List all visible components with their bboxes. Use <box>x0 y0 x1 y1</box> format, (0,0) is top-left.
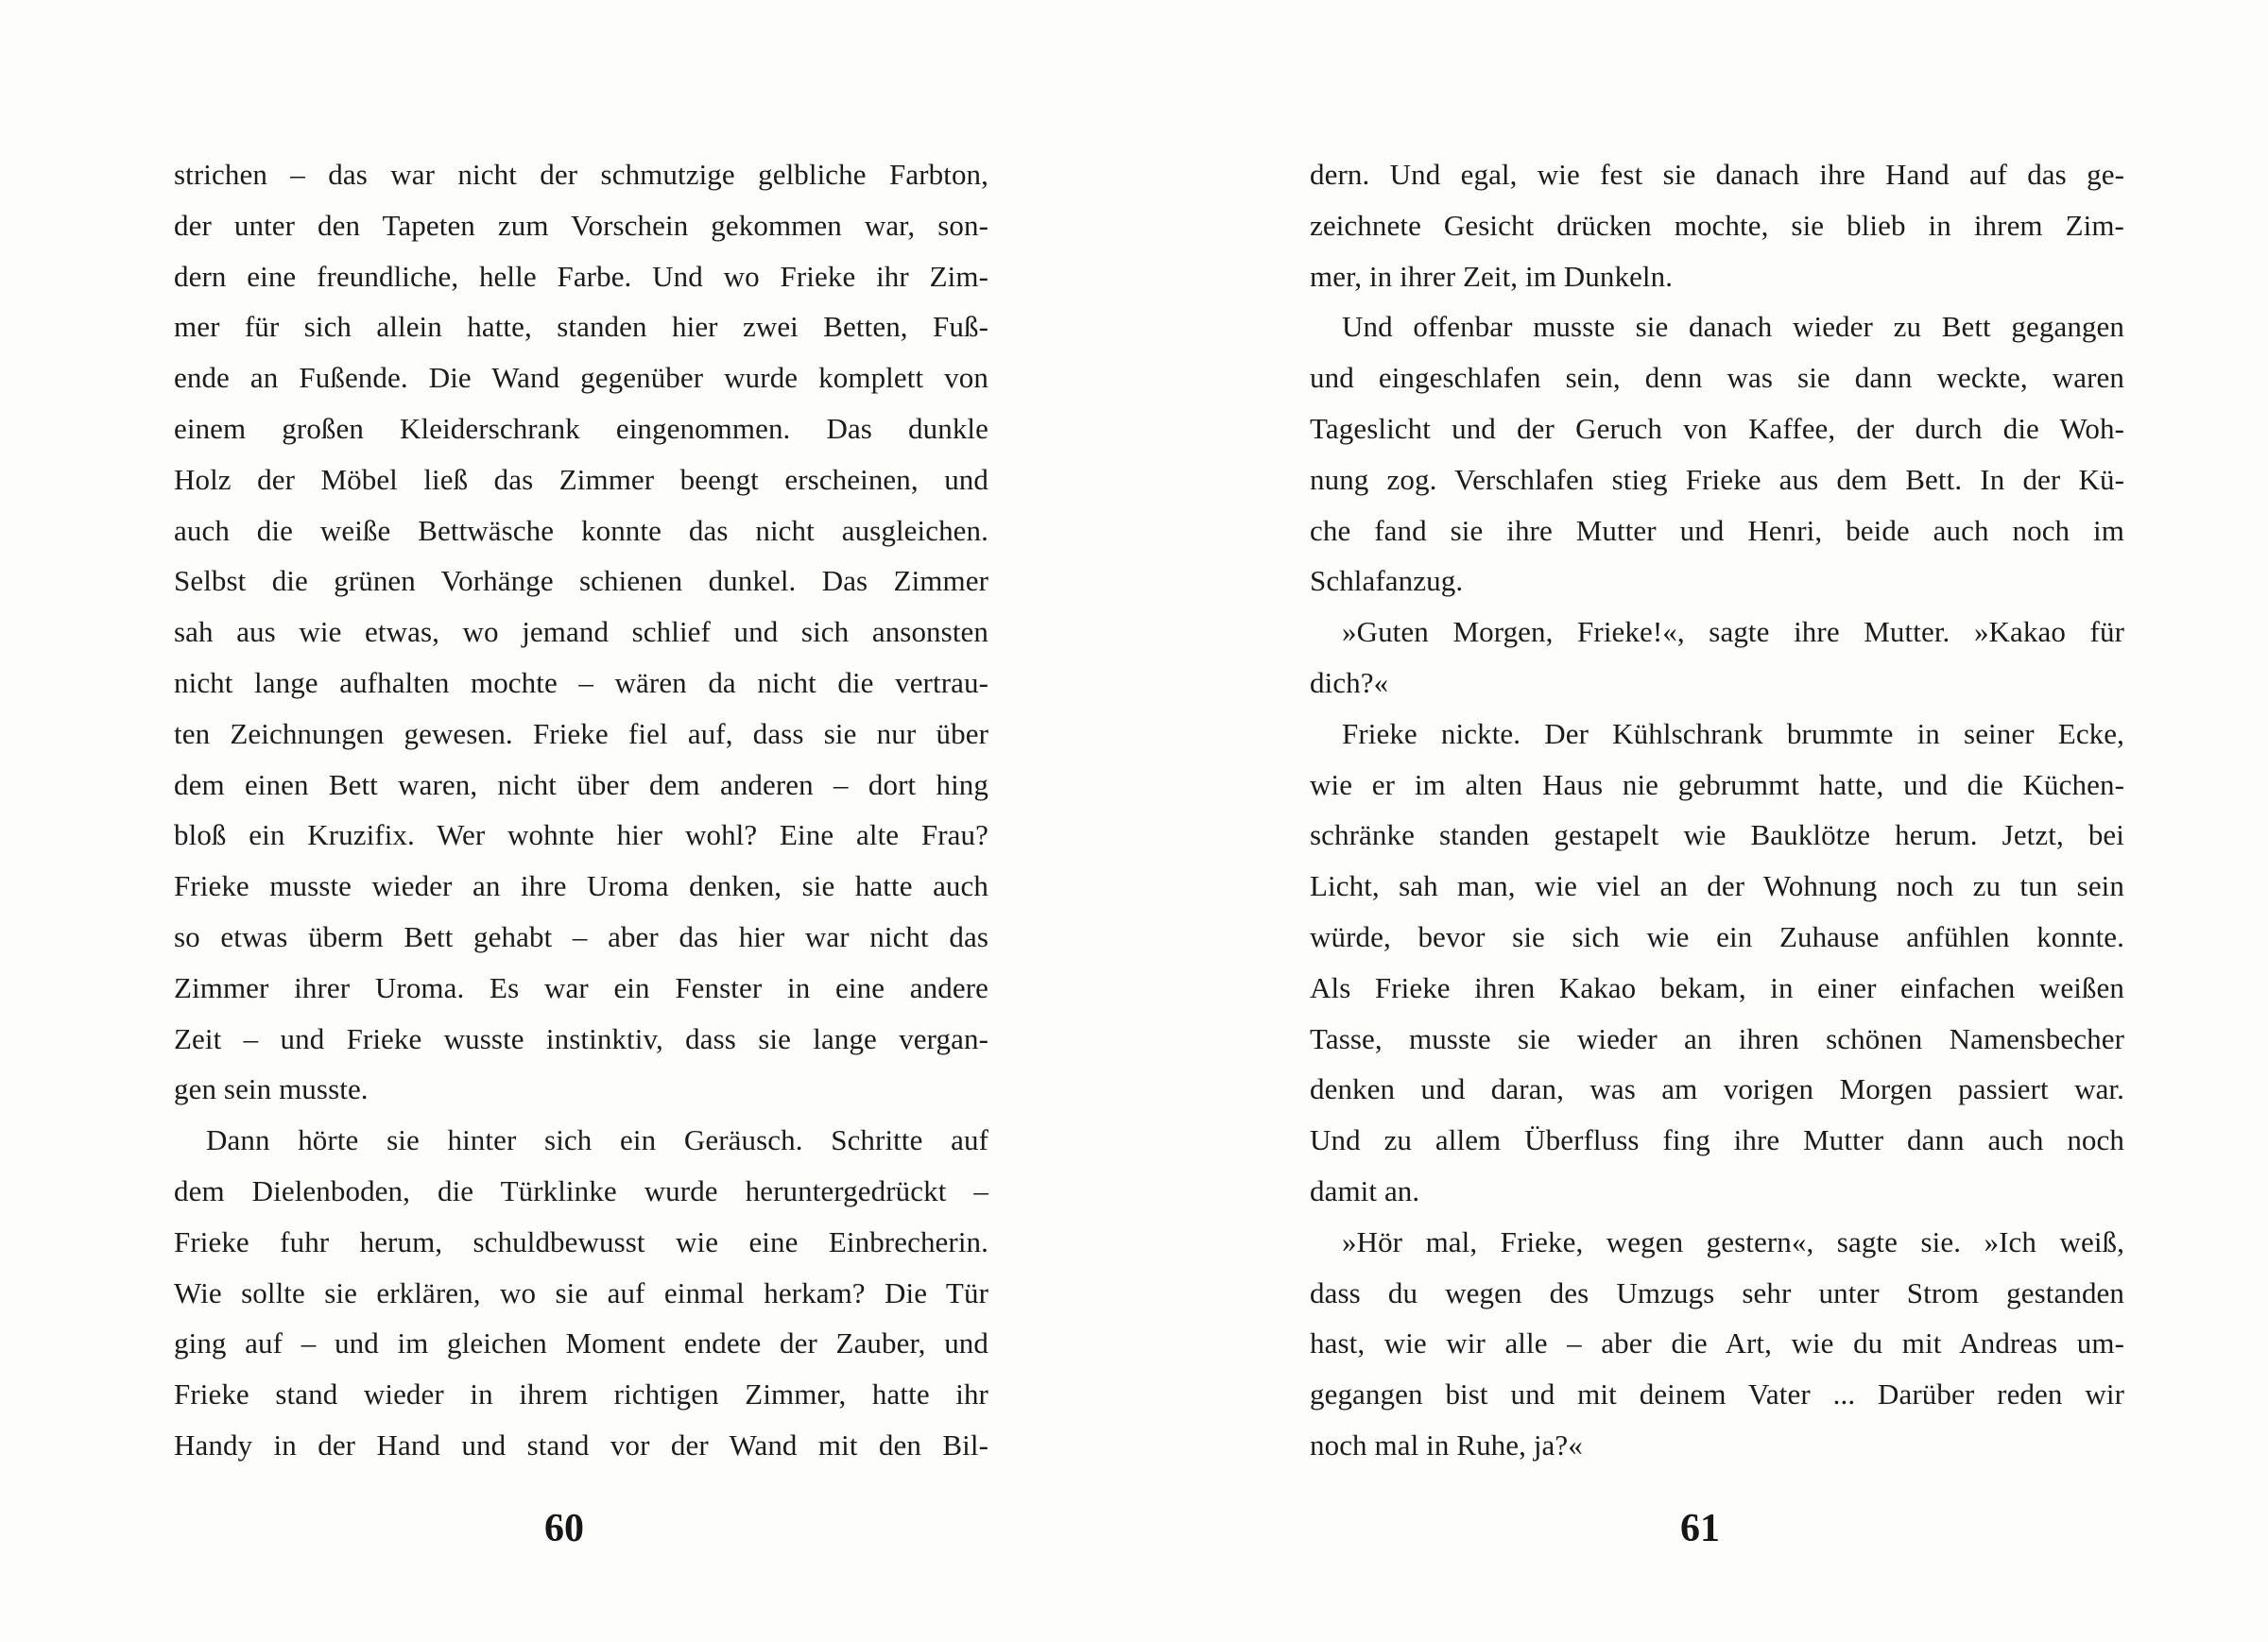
text-line: Als Frieke ihren Kakao bekam, in einer einfachen weißen <box>1310 970 2124 1004</box>
text-line: sah aus wie etwas, wo jemand schlief und sich ansonsten <box>174 615 988 649</box>
text-line: zeichnete Gesicht drücken mochte, sie blieb in ihrem Zim- <box>1310 208 2124 242</box>
text-line: Frieke stand wieder in ihrem richtigen Zimmer, hatte ihr <box>174 1377 988 1411</box>
text-line: ten Zeichnungen gewesen. Frieke fiel auf, dass sie nur über <box>174 716 988 750</box>
text-line: mer für sich allein hatte, standen hier zwei Betten, Fuß- <box>174 310 988 344</box>
text-line: Tasse, musste sie wieder an ihren schönen Namensbecher <box>1310 1021 2124 1055</box>
text-line: mer, in ihrer Zeit, im Dunkeln. <box>1310 259 1674 293</box>
text-line: Zeit – und Frieke wusste instinktiv, dass sie lange vergan- <box>174 1021 988 1055</box>
text-line: Und zu allem Überfluss fing ihre Mutter dann auch noch <box>1310 1123 2124 1157</box>
text-line: bloß ein Kruzifix. Wer wohnte hier wohl? Eine alte Frau? <box>174 818 988 852</box>
text-line: Holz der Möbel ließ das Zimmer beengt erscheinen, und <box>174 462 988 496</box>
text-line: dem Dielenboden, die Türklinke wurde heruntergedrückt – <box>174 1173 988 1207</box>
text-line: gegangen bist und mit deinem Vater ... Darüber reden wir <box>1310 1377 2124 1411</box>
text-line: noch mal in Ruhe, ja?« <box>1310 1428 1583 1462</box>
text-line: würde, bevor sie sich wie ein Zuhause anfühlen konnte. <box>1310 919 2124 953</box>
text-line: Frieke musste wieder an ihre Uroma denken, sie hatte auch <box>174 869 988 903</box>
text-line: dich?« <box>1310 665 1389 699</box>
text-line: Schlafanzug. <box>1310 564 1464 598</box>
text-line: ende an Fußende. Die Wand gegenüber wurde komplett von <box>174 361 988 395</box>
text-line: Frieke fuhr herum, schuldbewusst wie eine Einbrecherin. <box>174 1224 988 1258</box>
page-60-text-block <box>174 149 988 1471</box>
text-line: Selbst die grünen Vorhänge schienen dunkel. Das Zimmer <box>174 564 988 598</box>
text-line: und eingeschlafen sein, denn was sie dann weckte, waren <box>1310 361 2124 395</box>
text-line: nung zog. Verschlafen stieg Frieke aus dem Bett. In der Kü- <box>1310 462 2124 496</box>
text-line: che fand sie ihre Mutter und Henri, beide auch noch im <box>1310 513 2124 547</box>
text-line: schränke standen gestapelt wie Bauklötze herum. Jetzt, bei <box>1310 818 2124 852</box>
text-line: nicht lange aufhalten mochte – wären da nicht die vertrau- <box>174 665 988 699</box>
text-line: Zimmer ihrer Uroma. Es war ein Fenster in eine andere <box>174 970 988 1004</box>
text-line: hast, wie wir alle – aber die Art, wie du mit Andreas um- <box>1310 1326 2124 1360</box>
text-line: Handy in der Hand und stand vor der Wand mit den Bil- <box>174 1428 988 1462</box>
text-line: gen sein musste. <box>174 1072 369 1106</box>
text-line: Dann hörte sie hinter sich ein Geräusch. Schritte auf <box>206 1123 988 1157</box>
text-line: dern eine freundliche, helle Farbe. Und wo Frieke ihr Zim- <box>174 259 988 293</box>
text-line: so etwas überm Bett gehabt – aber das hier war nicht das <box>174 919 988 953</box>
text-line: dem einen Bett waren, nicht über dem anderen – dort hing <box>174 767 988 801</box>
page-number-right: 61 <box>1680 1507 1720 1550</box>
text-line: »Hör mal, Frieke, wegen gestern«, sagte sie. »Ich weiß, <box>1342 1224 2124 1258</box>
text-line: Tageslicht und der Geruch von Kaffee, der durch die Woh- <box>1310 411 2124 445</box>
text-line: »Guten Morgen, Frieke!«, sagte ihre Mutter. »Kakao für <box>1342 615 2124 649</box>
text-line: der unter den Tapeten zum Vorschein gekommen war, son- <box>174 208 988 242</box>
text-line: strichen – das war nicht der schmutzige gelbliche Farbton, <box>174 158 988 191</box>
text-line: Und offenbar musste sie danach wieder zu Bett gegangen <box>1342 310 2124 344</box>
page-61-text-block <box>1310 149 2124 1471</box>
text-line: einem großen Kleiderschrank eingenommen. Das dunkle <box>174 411 988 445</box>
text-line: wie er im alten Haus nie gebrummt hatte, und die Küchen- <box>1310 767 2124 801</box>
text-line: denken und daran, was am vorigen Morgen passiert war. <box>1310 1072 2124 1106</box>
text-line: Licht, sah man, wie viel an der Wohnung noch zu tun sein <box>1310 869 2124 903</box>
page-number-left: 60 <box>544 1507 584 1550</box>
text-line: Frieke nickte. Der Kühlschrank brummte in seiner Ecke, <box>1342 716 2124 750</box>
text-line: Wie sollte sie erklären, wo sie auf einmal herkam? Die Tür <box>174 1275 988 1309</box>
text-line: dern. Und egal, wie fest sie danach ihre Hand auf das ge- <box>1310 158 2124 191</box>
text-line: damit an. <box>1310 1173 1420 1207</box>
text-line: dass du wegen des Umzugs sehr unter Strom gestanden <box>1310 1275 2124 1309</box>
text-line: ging auf – und im gleichen Moment endete der Zauber, und <box>174 1326 988 1360</box>
text-line: auch die weiße Bettwäsche konnte das nicht ausgleichen. <box>174 513 988 547</box>
